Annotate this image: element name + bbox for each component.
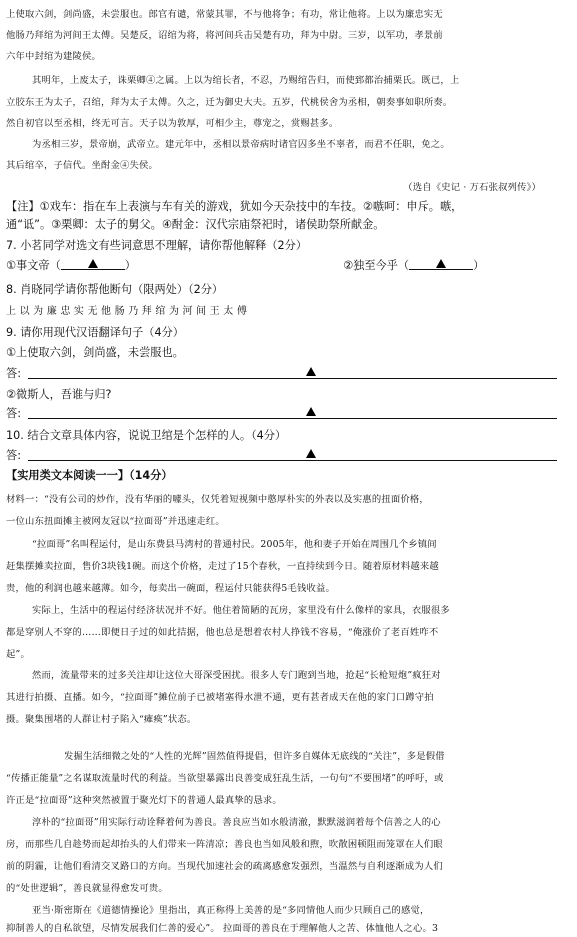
notes: 通“诋”。③栗卿：太子的舅父。④酎金：汉代宗庙祭祀时，诸侯助祭所献金。 (6, 218, 385, 231)
question-9: 9. 请你用现代汉语翻译句子（4分） (6, 326, 184, 339)
passage-line: 六年中封绾为建陵侯。 (6, 51, 101, 62)
material-line: 摄。聚集围堵的人群让村子陷入“瘫痪”状态。 (6, 714, 197, 725)
answer-label: 答: (6, 407, 21, 420)
answer-blank[interactable] (409, 258, 473, 270)
material-line: 起”。 (6, 649, 30, 660)
question-10: 10. 结合文章具体内容，说说卫绾是个怎样的人。（4分） (6, 429, 287, 442)
material-line: 前的阴霾，让他们看清交叉路口的方向。当现代加速社会的疏离感愈发强烈，当温然与自利逐渐成为人们 (6, 861, 443, 872)
passage-source: （选自《史记 · 万石张叔列传》） (403, 182, 541, 193)
passage-line: 上使取六剑，剑尚盛，未尝服也。郎官有谴，常蒙其罪，不与他将争；有功，常让他将。上以为廉忠实无 (6, 9, 443, 20)
material-line: 房，而那些几自趁势而起却抬头的人们带来一阵清凉；善良也当如风般和煦，吹散困顿阻而笼罩在人们眼 (6, 839, 443, 850)
material-line: 淳朴的“拉面哥”用实际行动诠释着何为善良。善良应当如水般清澈，默默滋润着每个信善之人的心 (32, 817, 441, 828)
material-line: 材料一：“没有公司的炒作，没有华丽的噱头，仅凭着短视频中憨厚朴实的外表以及实惠的扭面价格， (6, 494, 429, 505)
passage-line: 然自初官以至丞相，终无可言。天子以为敦厚，可相少主，尊宠之，赏赐甚多。 (6, 118, 339, 129)
material-line: 贵，他的利润也越来越薄。如今，每卖出一碗面，程运付只能获得5毛钱收益。 (6, 583, 336, 594)
question-7-items (6, 257, 571, 273)
answer-rule (28, 460, 557, 461)
question-7a: ①事文帝（ (6, 259, 61, 272)
material-line: 抑制善人的自私欲望，尽情发展我们仁善的爱心”。 拉面哥的善良在于理解他人之苦、体恤他人之心。3 (6, 923, 439, 934)
answer-rule (28, 418, 557, 419)
answer-label: 答: (6, 449, 21, 462)
passage-line: 他肠乃拜绾为河间王太傅。吴楚反，诏绾为将，将河间兵击吴楚有功，拜为中尉。三岁，以军功，孝景前 (6, 30, 443, 41)
passage-line: 为丞相三岁，景帝崩，武帝立。建元年中，丞相以景帝病时诸官囚多坐不辜者，而君不任职，免之。 (32, 139, 450, 150)
answer-rule (28, 378, 557, 379)
answer-line-9b[interactable] (6, 405, 557, 419)
section-title: 【实用类文本阅读一一】（14分） (6, 469, 173, 482)
triangle-marker-icon (306, 407, 316, 416)
question-8: 8. 肖晓同学请你帮他断句（限两处）（2分） (6, 283, 224, 296)
notes: 【注】①戏车：指在车上表演与车有关的游戏，犹如今天杂技中的车技。②嗾呵：申斥。嗾， (6, 200, 463, 213)
material-line: “传播正能量”之名谋取流量时代的利益。当欲望暴露出良善变成狂乱生活，一句句“不要围堵”的呼吁，或 (6, 773, 444, 784)
question-7b: ②独至今乎（ (343, 259, 410, 272)
answer-blank[interactable] (61, 258, 125, 270)
material-line: 实际上，生活中的程运付经济状况并不好。他住着简陋的瓦房，家里没有什么像样的家具，衣服很多 (32, 605, 450, 616)
material-line: 许正是“拉面哥”这种突然被置于聚光灯下的普通人最真挚的恳求。 (6, 795, 282, 806)
material-line: 其进行拍摄、直播。如今，“拉面哥”摊位前子已被堵塞得水泄不通，更有甚者成天在他的家门口蹲守拍 (6, 692, 434, 703)
material-line: 的“处世逻辑”，善良就显得愈发可贵。 (6, 883, 168, 894)
question-9b: ②微斯人，吾谁与归? (6, 388, 112, 401)
material-line: 赶集摆摊卖拉面，售价3块钱1碗。而这个价格，走过了15个春秋，一直持续到今日。随着原材料越来越 (6, 561, 439, 572)
passage-line: 其后绾卒，子信代。坐酎金④失侯。 (6, 160, 158, 171)
material-line: 一位山东扭面摊主被网友冠以“拉面哥”并迅速走红。 (6, 516, 225, 527)
material-line: “拉面哥”名叫程运付，是山东费县马湾村的普通村民。2005年，他和妻子开始在周围几个乡镇间 (32, 539, 437, 550)
passage-line: 其明年，上废太子，诛栗卿④之属。上以为绾长者，不忍，乃赐绾告归，而使郅都治捕栗氏。既已，上 (32, 75, 460, 86)
passage-line: 立胶东王为太子，召绾，拜为太子太傅。久之，迁为御史大夫。五岁，代桃侯舍为丞相，朝奏事如职所奏。 (6, 97, 453, 108)
answer-line-9a[interactable] (6, 365, 557, 379)
triangle-marker-icon (88, 259, 98, 268)
question-9a: ①上使取六剑，剑尚盛，未尝服也。 (6, 346, 184, 359)
triangle-marker-icon (306, 367, 316, 376)
triangle-marker-icon (306, 449, 316, 458)
paren-close: ） (124, 259, 136, 272)
paren-close: ） (473, 259, 485, 272)
answer-line-10[interactable] (6, 447, 557, 461)
answer-label: 答: (6, 367, 21, 380)
material-line: 然而，流量带来的过多关注却让这位大哥深受困扰。很多人专门跑到当地，抢起“长枪短炮”疯狂对 (32, 670, 441, 681)
material-line: 发掘生活细微之处的“人性的光辉”固然值得提倡，但许多自媒体无底线的“关注”，多是假借 (64, 751, 445, 762)
question-8-text: 上 以 为 廉 忠 实 无 他 肠 乃 拜 绾 为 河 间 王 太 傅 (6, 306, 248, 317)
question-7: 7. 小茗同学对选文有些词意思不理解，请你帮他解释（2分） (6, 239, 308, 252)
material-line: 都是穿别人不穿的……即便日子过的如此拮据，他也总是想着农村人挣钱不容易，“俺涨价了老百姓咋不 (6, 627, 439, 638)
material-line: 亚当·斯密斯在《道德情操论》里指出，真正称得上美善的是“多同情他人而少只顾自己的感觉， (32, 905, 430, 916)
triangle-marker-icon (436, 259, 446, 268)
